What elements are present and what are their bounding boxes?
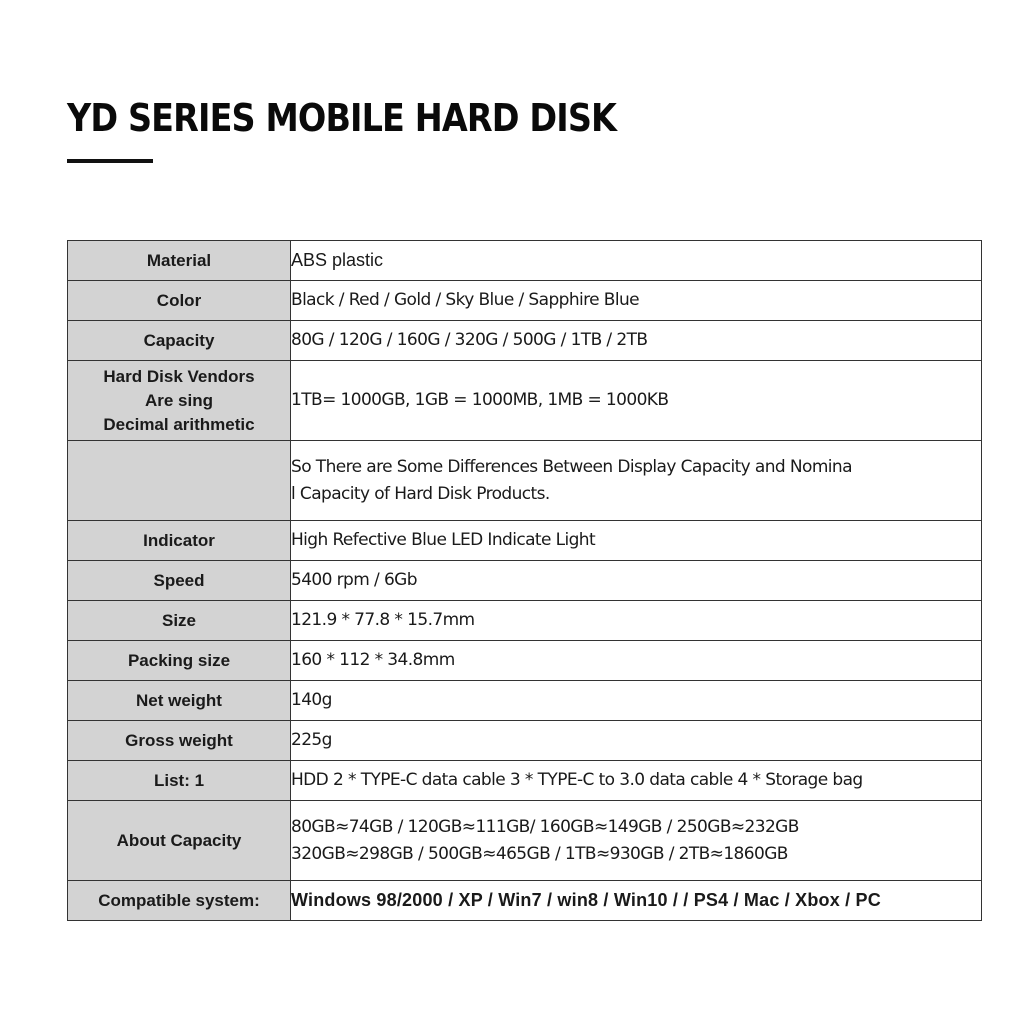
spec-value	[291, 561, 982, 601]
spec-value-text: HDD 2 * TYPE-C data cable 3 * TYPE-C to 3.0 data cable 4 * Storage bag	[291, 770, 863, 790]
spec-row-gross-weight	[68, 721, 982, 761]
spec-value	[291, 641, 982, 681]
spec-label	[68, 281, 291, 321]
spec-value	[291, 881, 982, 921]
spec-label	[68, 681, 291, 721]
spec-label-text: Net weight	[136, 690, 222, 710]
spec-row-indicator	[68, 521, 982, 561]
spec-value-text: So There are Some Differences Between Display Capacity and Nomina	[291, 456, 852, 477]
spec-label-text: Packing size	[127, 650, 231, 670]
spec-value-text: 140g	[291, 690, 332, 710]
spec-value-text: High Refective Blue LED Indicate Light	[291, 530, 596, 550]
spec-label-text: Indicator	[143, 530, 215, 550]
spec-value	[291, 521, 982, 561]
spec-value	[291, 361, 982, 441]
spec-value	[291, 761, 982, 801]
spec-row-size	[68, 601, 982, 641]
spec-row-net-weight	[68, 681, 982, 721]
spec-row-packing-size	[68, 641, 982, 681]
spec-row-capacity-note	[68, 441, 982, 521]
spec-row-decimal-arithmetic	[68, 361, 982, 441]
spec-row-capacity	[68, 321, 982, 361]
spec-value	[291, 441, 982, 521]
spec-label	[68, 321, 291, 361]
spec-label	[68, 881, 291, 921]
spec-label-text: Gross weight	[125, 730, 233, 750]
spec-value-text: 80G / 120G / 160G / 320G / 500G / 1TB / 2TB	[291, 330, 648, 350]
spec-label-text: Color	[156, 290, 202, 310]
spec-row-compatible-system	[68, 881, 982, 921]
spec-value-text: ABS plastic	[291, 250, 384, 270]
spec-label	[68, 521, 291, 561]
spec-value-text: 80GB≈74GB / 120GB≈111GB/ 160GB≈149GB / 250GB≈232GB	[291, 816, 799, 837]
spec-label-text: About Capacity	[116, 830, 242, 850]
spec-value-text: 320GB≈298GB / 500GB≈465GB / 1TB≈930GB / 2TB≈1860GB	[291, 843, 788, 864]
spec-row-material	[68, 241, 982, 281]
title-underline	[67, 159, 153, 163]
spec-value	[291, 801, 982, 881]
spec-row-about-capacity	[68, 801, 982, 881]
spec-label-text: Are sing	[144, 390, 214, 410]
spec-label-text: Hard Disk Vendors	[103, 366, 255, 386]
spec-value	[291, 681, 982, 721]
spec-value	[291, 321, 982, 361]
spec-value-text: 1TB= 1000GB, 1GB = 1000MB, 1MB = 1000KB	[291, 390, 669, 410]
spec-value	[291, 241, 982, 281]
spec-row-list	[68, 761, 982, 801]
spec-label-text: Capacity	[143, 330, 215, 350]
spec-value-text: 160 * 112 * 34.8mm	[291, 650, 455, 670]
spec-label	[68, 761, 291, 801]
spec-label	[68, 801, 291, 881]
spec-label	[68, 561, 291, 601]
spec-label	[68, 241, 291, 281]
spec-label	[68, 361, 291, 441]
spec-row-color	[68, 281, 982, 321]
spec-label-text: Decimal arithmetic	[103, 414, 255, 434]
spec-value	[291, 281, 982, 321]
spec-value-text: Windows 98/2000 / XP / Win7 / win8 / Win10 / / PS4 / Mac / Xbox / PC	[291, 890, 881, 910]
spec-label-text: Speed	[153, 570, 205, 590]
spec-value-text: 121.9 * 77.8 * 15.7mm	[291, 610, 475, 630]
spec-table	[67, 240, 982, 921]
spec-label	[68, 601, 291, 641]
spec-value	[291, 721, 982, 761]
spec-label-text: Compatible system:	[98, 890, 260, 910]
spec-label-text: Size	[161, 610, 197, 630]
spec-value	[291, 601, 982, 641]
spec-value-text: Black / Red / Gold / Sky Blue / Sapphire Blue	[291, 290, 640, 310]
spec-label-text: Material	[146, 250, 212, 270]
page-title: YD SERIES MOBILE HARD DISK	[67, 96, 617, 140]
spec-value-text: l Capacity of Hard Disk Products.	[291, 483, 550, 504]
spec-label	[68, 641, 291, 681]
spec-label-text: List: 1	[153, 770, 205, 790]
spec-label	[68, 441, 291, 521]
spec-value-text: 225g	[291, 730, 332, 750]
spec-row-speed	[68, 561, 982, 601]
spec-value-text: 5400 rpm / 6Gb	[291, 570, 417, 590]
spec-label	[68, 721, 291, 761]
